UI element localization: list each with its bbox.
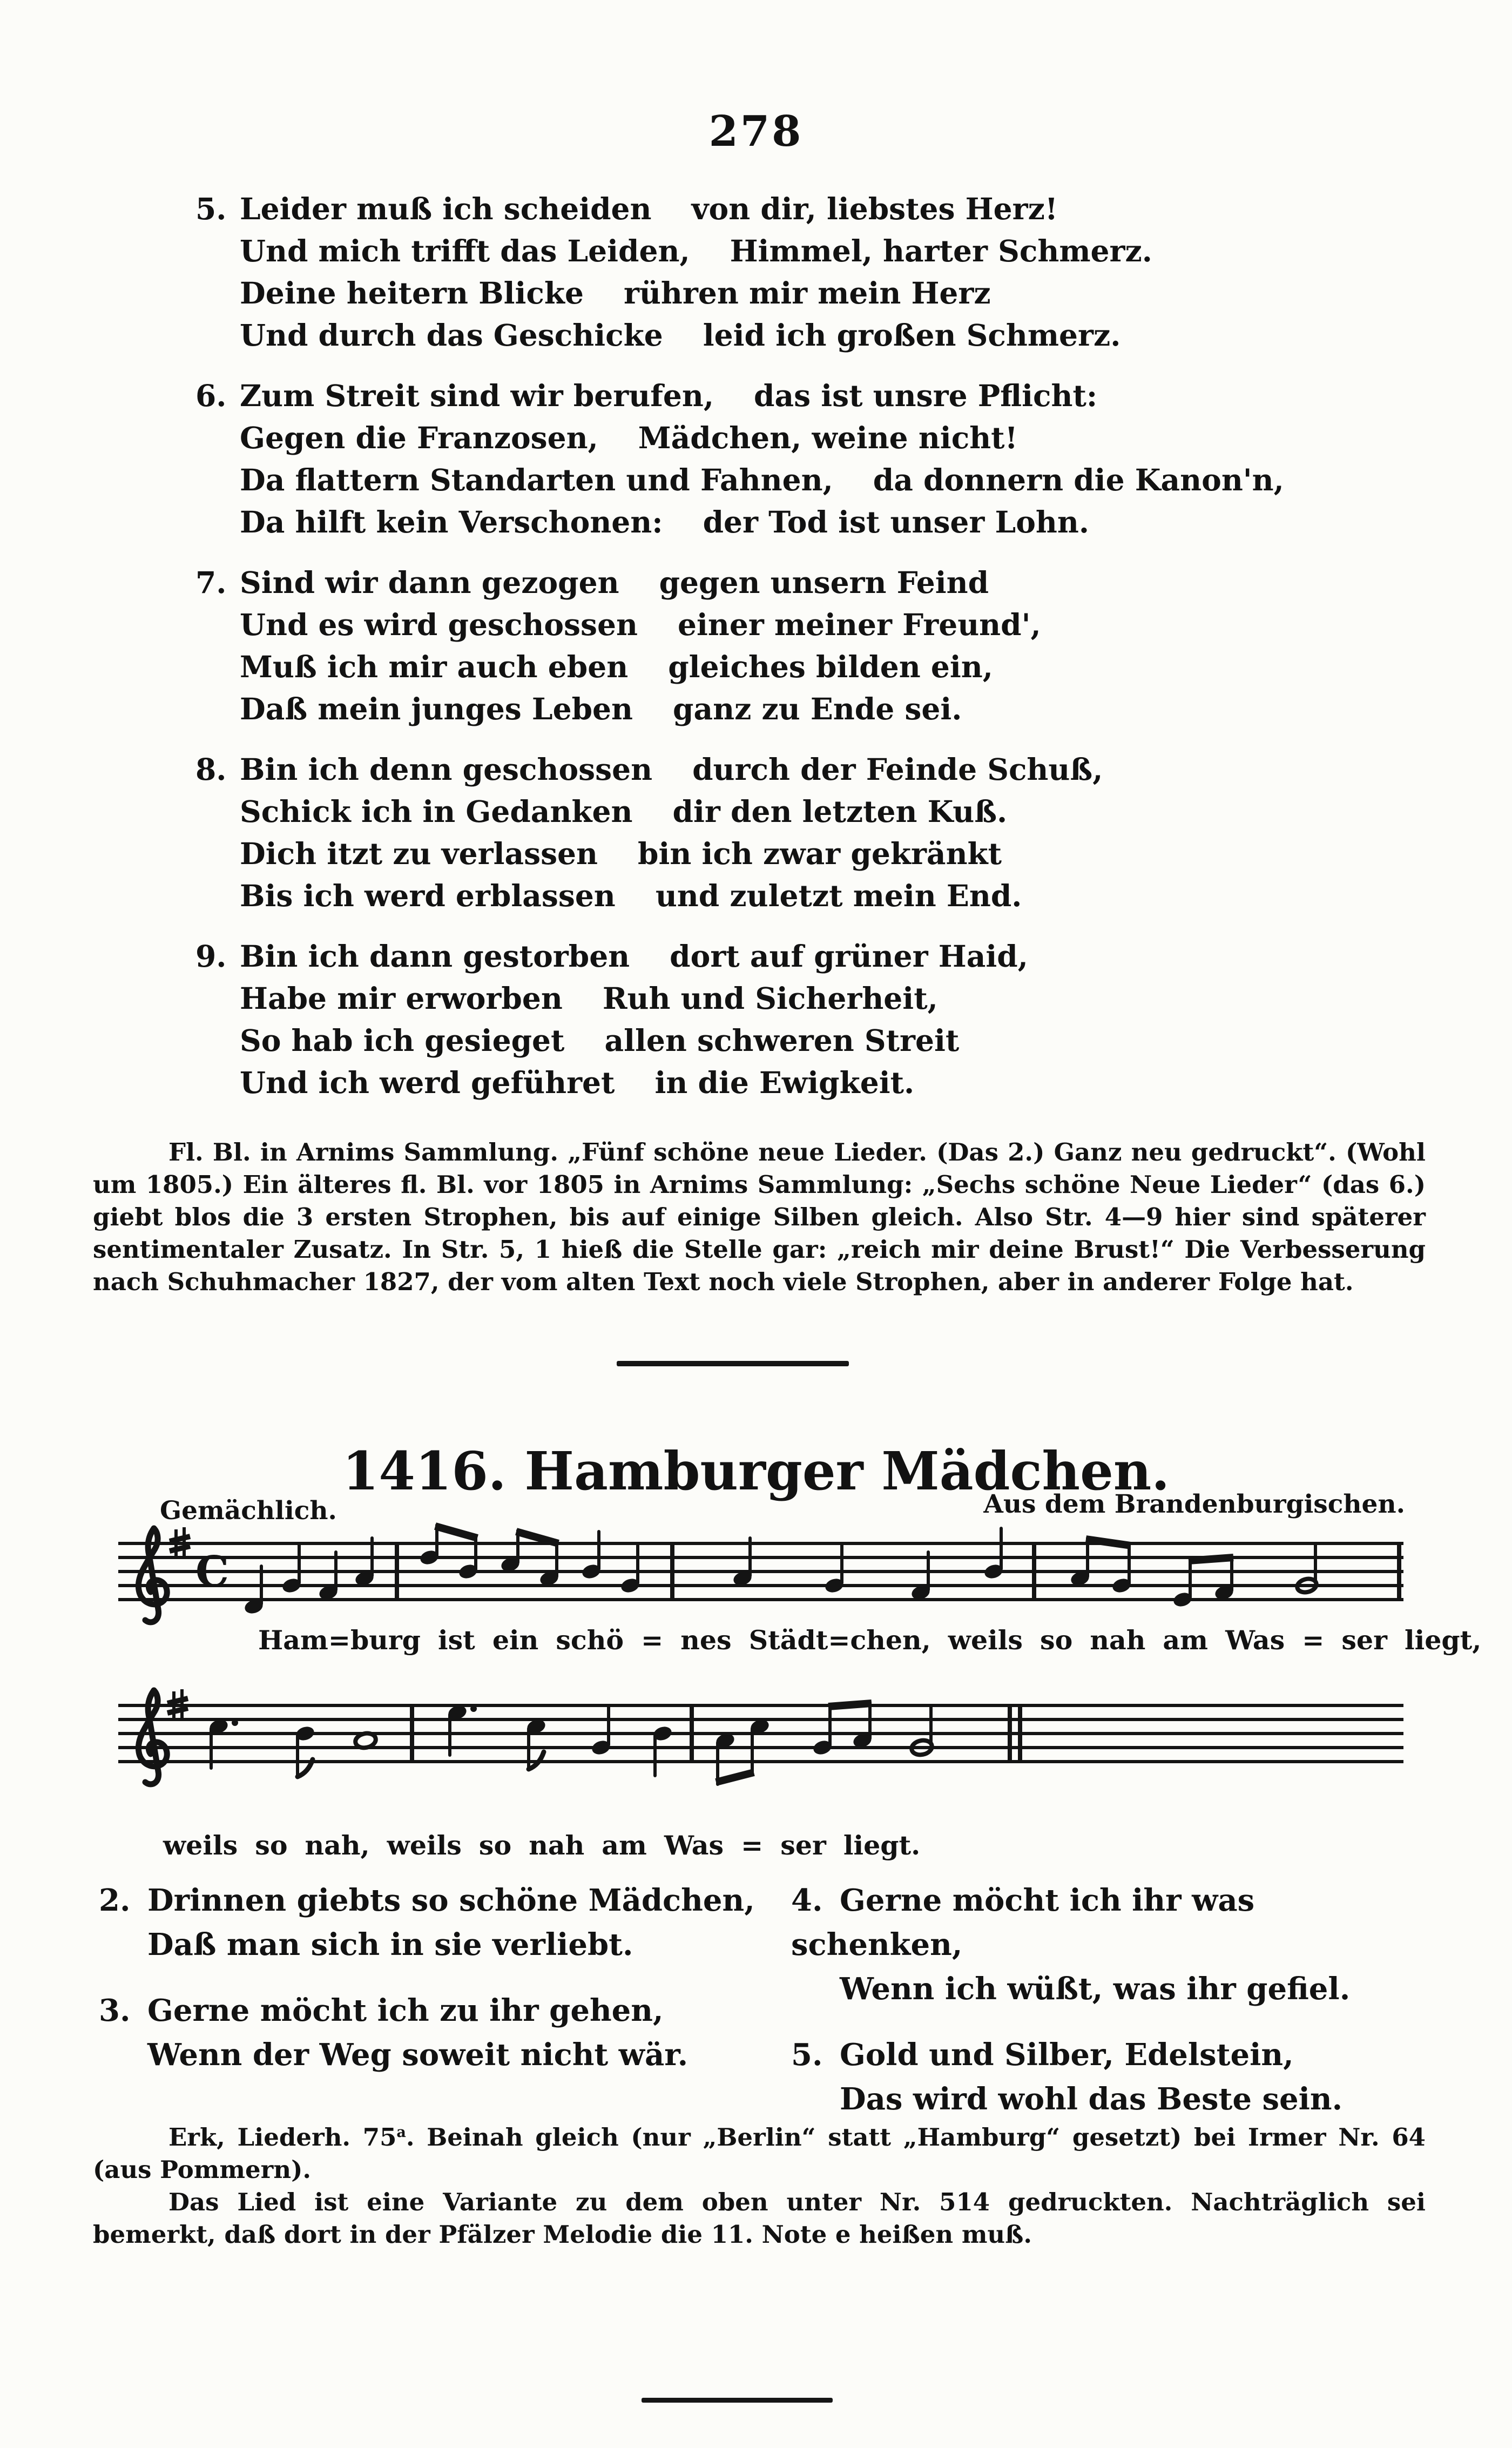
verse-line: [195, 417, 1284, 459]
source-footnote: [93, 1136, 1426, 1298]
verse-halfline: der Tod ist unser Lohn.: [703, 504, 1090, 539]
verse-number: 7.: [195, 565, 227, 600]
verse-halfline: Leider muß ich scheiden: [240, 191, 652, 226]
verse-text: Gold und Silber, Edelstein,: [840, 2037, 1294, 2073]
footnote-superscript: a: [396, 2124, 406, 2141]
footnote-erk: [93, 2121, 1426, 2186]
verse-number: 5.: [195, 191, 227, 226]
verse-line: [195, 1020, 1284, 1062]
verse-line: [195, 833, 1284, 875]
verse-line: [195, 459, 1284, 501]
verse-halfline: rühren mir mein Herz: [623, 275, 991, 311]
verse-line: [791, 1878, 1416, 1967]
verse-line: [195, 188, 1284, 230]
verse-line: [195, 230, 1284, 272]
verse-line: [195, 562, 1284, 604]
verse-halfline: Habe mir erworben: [240, 981, 563, 1016]
verse-halfline: Und durch das Geschicke: [240, 318, 663, 353]
note-quarter: [824, 1545, 845, 1595]
verse-halfline: Sind wir dann gezogen: [240, 565, 619, 600]
verse-5: [791, 2033, 1416, 2121]
footnote-variant-note: Das Lied ist eine Variante zu dem oben unter Nr. 514 gedruckten. Nachträglich sei bemerkt, daß dort in der Pfälzer Melodie die 11. Note e heißen muß.: [93, 2188, 1426, 2249]
verse-line: Wenn ich wüßt, was ihr gefiel.: [840, 1971, 1351, 2007]
footnote-text: Fl. Bl. in Arnims Sammlung. „Fünf schöne neue Lieder. (Das 2.) Ganz neu gedruckt“. (Wohl um 1805.) Ein älteres fl. Bl. vor 1805 in Arnims Sammlung: „Sechs schöne Neue Lieder“ (das 6.) giebt blos die 3 ersten Strophen, bis auf einige Silben gleich. Also Str. 4—9 hier sind späterer sentimentaler Zusatz. In Str. 5, 1 hieß die Stelle gar: „reich mir deine Brust!“ Die Verbesserung nach Schuhmacher 1827, der vom alten Text noch viele Strophen, aber in anderer Folge hat.: [93, 1138, 1426, 1296]
section-divider: [617, 1361, 849, 1366]
verse-halfline: Da flattern Standarten und Fahnen,: [240, 462, 833, 497]
verse-number: 4.: [791, 1883, 823, 1918]
verse-line: [195, 375, 1284, 417]
verse-line: Wenn der Weg soweit nicht wär.: [147, 2037, 688, 2073]
verse-halfline: Schick ich in Gedanken: [240, 794, 633, 829]
verse-number: 8.: [195, 752, 227, 787]
verse-number: 5.: [791, 2037, 823, 2073]
verse-halfline: Da hilft kein Verschonen:: [240, 504, 663, 539]
music-staff-2: [116, 1673, 1407, 1815]
verse-halfline: dir den letzten Kuß.: [672, 794, 1008, 829]
footnote-text: Erk, Liederh. 75: [168, 2123, 397, 2152]
verse-halfline: durch der Feinde Schuß,: [692, 752, 1103, 787]
verse-line: [195, 272, 1284, 314]
verse-halfline: Ruh und Sicherheit,: [602, 981, 938, 1016]
note-quarter: [732, 1538, 753, 1588]
verse-5: [195, 188, 1284, 356]
note-eighth-pair: [714, 1717, 771, 1784]
verse-halfline: Himmel, harter Schmerz.: [730, 233, 1152, 268]
verse-halfline: und zuletzt mein End.: [655, 878, 1022, 913]
staff-lines: [118, 1543, 1403, 1600]
note-quarter: [318, 1552, 339, 1602]
verse-3: [99, 1988, 755, 2077]
verse-halfline: da donnern die Kanon'n,: [873, 462, 1284, 497]
verse-halfline: von dir, liebstes Herz!: [691, 191, 1058, 226]
verse-line: [195, 646, 1284, 688]
verse-line: [195, 791, 1284, 833]
page-end-divider: [642, 2398, 833, 2403]
verse-line: [195, 604, 1284, 646]
verse-halfline: ganz zu Ende sei.: [673, 691, 962, 726]
verse-halfline: gegen unsern Feind: [659, 565, 989, 600]
verse-halfline: allen schweren Streit: [604, 1023, 960, 1058]
verse-text: Drinnen giebts so schöne Mädchen,: [147, 1883, 755, 1918]
verse-halfline: dort auf grüner Haid,: [670, 939, 1028, 974]
song-footnotes: [93, 2121, 1426, 2251]
verse-halfline: Gegen die Franzosen,: [240, 420, 598, 455]
verse-halfline: Und ich werd geführet: [240, 1065, 615, 1100]
verse-4: [791, 1878, 1416, 2011]
verse-line: [195, 748, 1284, 791]
previous-song-verses: [195, 188, 1284, 1122]
verse-halfline: in die Ewigkeit.: [654, 1065, 915, 1100]
verse-line: [195, 1062, 1284, 1104]
verse-line: Das wird wohl das Beste sein.: [840, 2081, 1343, 2117]
verse-6: [195, 375, 1284, 543]
verse-number: 2.: [99, 1883, 131, 1918]
lyrics-line-2: weils so nah, weils so nah am Was = ser liegt.: [163, 1830, 921, 1861]
footnote-text: . Beinah gleich (nur „Berlin“ statt „Hamburg“ gesetzt) bei Irmer Nr. 64 (aus Pommern).: [93, 2123, 1426, 2184]
verse-line: [195, 977, 1284, 1020]
verse-number: 3.: [99, 1993, 131, 2028]
note-quarter: [354, 1538, 375, 1588]
note-quarter: [652, 1724, 673, 1776]
verse-halfline: Dich itzt zu verlassen: [240, 836, 598, 871]
verse-text: Gerne möcht ich ihr was schenken,: [791, 1883, 1255, 1963]
tempo-marking: Gemächlich.: [160, 1496, 337, 1526]
verse-line: [791, 2033, 1416, 2077]
verse-halfline: einer meiner Freund',: [677, 607, 1041, 642]
verse-7: [195, 562, 1284, 730]
verse-halfline: bin ich zwar gekränkt: [638, 836, 1002, 871]
verse-text: Gerne möcht ich zu ihr gehen,: [147, 1993, 664, 2028]
note-quarter: [983, 1528, 1004, 1581]
verse-halfline: So hab ich gesieget: [240, 1023, 565, 1058]
verse-9: [195, 935, 1284, 1104]
verse-line: [195, 688, 1284, 730]
verse-halfline: Muß ich mir auch eben: [240, 649, 629, 684]
verse-line: [195, 935, 1284, 977]
verse-halfline: Deine heitern Blicke: [240, 275, 584, 311]
lyrics-line-1: Ham=burg ist ein schö = nes Städt=chen, weils so nah am Was = ser liegt,: [258, 1624, 1482, 1656]
verse-column-left: [99, 1878, 755, 2099]
verse-column-right: [791, 1878, 1416, 2143]
verse-halfline: gleiches bilden ein,: [668, 649, 993, 684]
note-quarter: [281, 1545, 302, 1595]
verse-halfline: Und mich trifft das Leiden,: [240, 233, 690, 268]
page-number: 278: [708, 107, 804, 156]
verse-2: [99, 1878, 755, 1967]
verse-line: Daß man sich in sie verliebt.: [147, 1927, 633, 1963]
origin-attribution: Aus dem Brandenburgischen.: [983, 1489, 1405, 1519]
verse-halfline: Zum Streit sind wir berufen,: [240, 378, 714, 413]
verse-line: [195, 314, 1284, 356]
verse-line: [99, 1878, 755, 1923]
verse-line: [195, 875, 1284, 917]
verse-halfline: Bin ich denn geschossen: [240, 752, 653, 787]
verse-halfline: Bin ich dann gestorben: [240, 939, 630, 974]
note-eighth: [294, 1724, 316, 1777]
note-quarter: [590, 1707, 612, 1757]
time-signature: C: [195, 1547, 230, 1596]
verse-line: [99, 1988, 755, 2033]
note-quarter: [910, 1552, 932, 1602]
verse-halfline: Und es wird geschossen: [240, 607, 638, 642]
verse-halfline: Bis ich werd erblassen: [240, 878, 616, 913]
song-title: 1416. Hamburger Mädchen.: [342, 1440, 1170, 1502]
verse-halfline: leid ich großen Schmerz.: [703, 318, 1121, 353]
note-quarter: [243, 1566, 265, 1616]
verse-halfline: Daß mein junges Leben: [240, 691, 633, 726]
verse-halfline: Mädchen, weine nicht!: [638, 420, 1018, 455]
verse-8: [195, 748, 1284, 917]
verse-number: 6.: [195, 378, 227, 413]
verse-halfline: das ist unsre Pflicht:: [754, 378, 1098, 413]
verse-line: [195, 501, 1284, 543]
verse-number: 9.: [195, 939, 227, 974]
